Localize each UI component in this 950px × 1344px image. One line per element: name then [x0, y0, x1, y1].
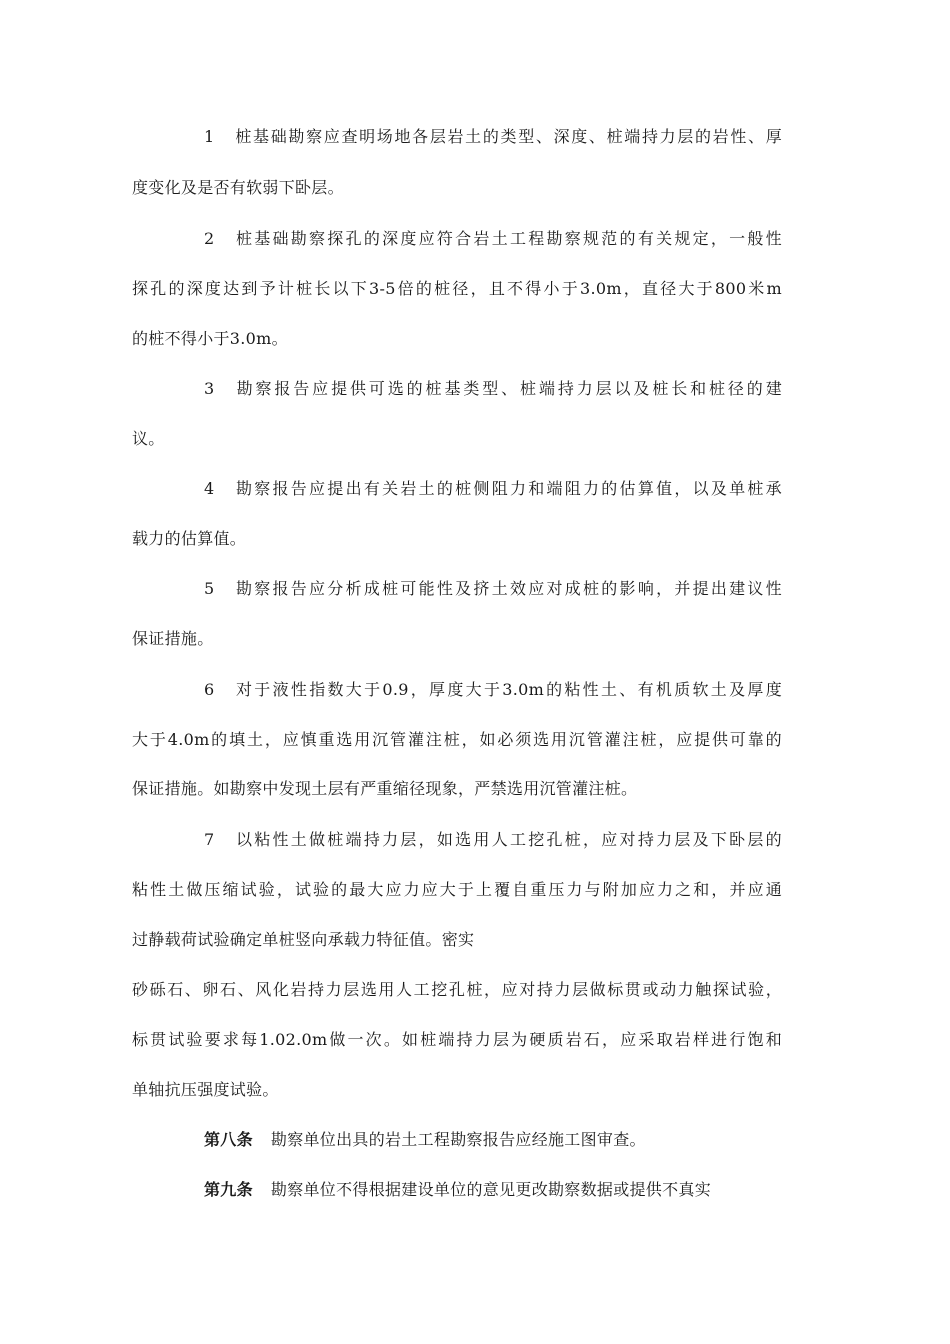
item-7-line-2: 粘性土做压缩试验，试验的最大应力应大于上覆自重压力与附加应力之和，并应通: [132, 880, 782, 899]
item-6-line-1: 6 对于液性指数大于0.9，厚度大于3.0m的粘性土、有机质软土及厚度: [204, 680, 782, 699]
item-7-line-1: 7 以粘性土做桩端持力层，如选用人工挖孔桩，应对持力层及下卧层的: [204, 830, 782, 849]
item-7-line-4: 砂砾石、卵石、风化岩持力层选用人工挖孔桩，应对持力层做标贯或动力触探试验，: [132, 980, 782, 999]
item-3-number: 3: [204, 379, 215, 398]
article-8: [204, 1129, 782, 1151]
item-1-line-2: 度变化及是否有软弱下卧层。: [132, 178, 344, 197]
item-5-line-1: 5 勘察报告应分析成桩可能性及挤土效应对成桩的影响，并提出建议性: [204, 579, 782, 598]
item-1-number: 1: [204, 127, 215, 146]
item-6-line-3: 保证措施。如勘察中发现土层有严重缩径现象，严禁选用沉管灌注桩。: [132, 779, 638, 798]
item-6-line-2: 大于4.0m的填土，应慎重选用沉管灌注桩，如必须选用沉管灌注桩，应提供可靠的: [132, 730, 782, 749]
item-7-line-5: 标贯试验要求每1.02.0m做一次。如桩端持力层为硬质岩石，应采取岩样进行饱和: [132, 1030, 782, 1049]
item-7-line-6: 单轴抗压强度试验。: [132, 1080, 279, 1099]
item-6-number: 6: [204, 680, 215, 699]
item-7-line-3: 过静载荷试验确定单桩竖向承载力特征值。密实: [132, 930, 475, 949]
article-9: [204, 1179, 782, 1201]
item-2-line-3: 的桩不得小于3.0m。: [132, 329, 288, 348]
item-3-line-2: 议。: [132, 429, 165, 448]
article-9-text: 勘察单位不得根据建设单位的意见更改勘察数据或提供不真实: [270, 1180, 712, 1199]
item-2-line-2: 探孔的深度达到予计桩长以下3-5倍的桩径，且不得小于3.0m，直径大于800米m: [132, 279, 782, 298]
item-2-number: 2: [204, 229, 215, 248]
item-4-line-1: 4 勘察报告应提出有关岩土的桩侧阻力和端阻力的估算值，以及单桩承: [204, 479, 782, 498]
item-5-number: 5: [204, 579, 215, 598]
item-1-line-1: 1 桩基础勘察应查明场地各层岩土的类型、深度、桩端持力层的岩性、厚: [204, 127, 782, 146]
article-8-text: 勘察单位出具的岩土工程勘察报告应经施工图审查。: [270, 1130, 646, 1149]
article-9-label: 第九条: [204, 1180, 253, 1199]
item-3-line-1: 3 勘察报告应提供可选的桩基类型、桩端持力层以及桩长和桩径的建: [204, 379, 782, 398]
item-7-number: 7: [204, 830, 215, 849]
item-2-line-1: 2 桩基础勘察探孔的深度应符合岩土工程勘察规范的有关规定，一般性: [204, 229, 782, 248]
item-4-number: 4: [204, 479, 215, 498]
item-4-line-2: 载力的估算值。: [132, 529, 247, 548]
item-5-line-2: 保证措施。: [132, 629, 214, 648]
article-8-label: 第八条: [204, 1130, 253, 1149]
